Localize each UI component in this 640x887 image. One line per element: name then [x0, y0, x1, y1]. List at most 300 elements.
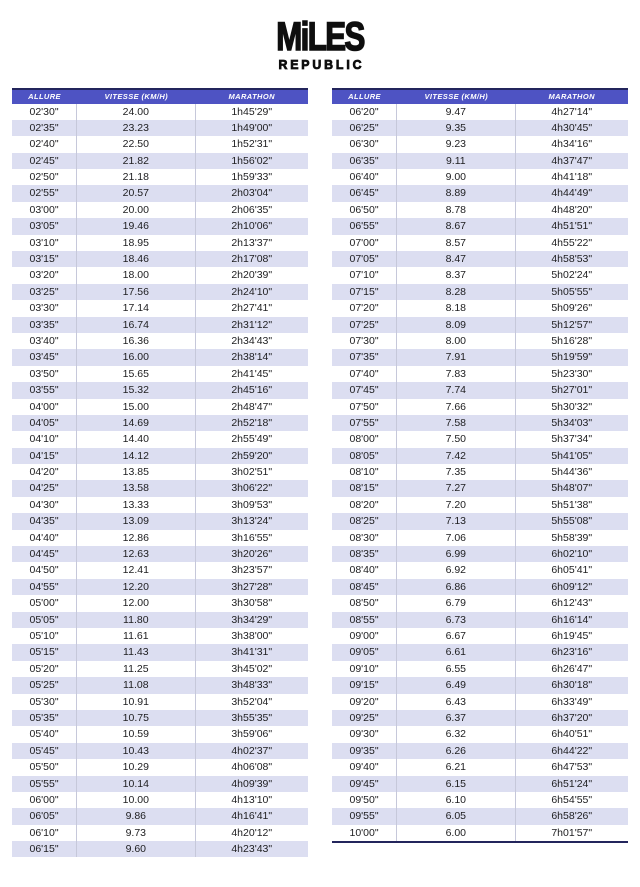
pace-table-right — [332, 88, 628, 843]
table-row — [332, 349, 628, 365]
pace-cell: 03'45" — [12, 349, 77, 365]
speed-cell: 6.37 — [397, 710, 515, 726]
marathon-cell: 4h41'18" — [551, 171, 593, 184]
speed-cell: 7.58 — [397, 415, 515, 431]
table-row — [332, 185, 628, 201]
table-row — [332, 628, 628, 644]
marathon-cell: 2h38'14" — [231, 351, 273, 364]
marathon-cell: 2h24'10" — [231, 285, 273, 298]
pace-cell: 08'15" — [332, 480, 397, 496]
marathon-cell: 3h38'00" — [231, 630, 273, 642]
table-row — [12, 710, 308, 726]
column-header: ALLURE — [348, 92, 381, 101]
table-row — [12, 382, 308, 398]
table-row — [332, 825, 628, 841]
speed-cell: 16.74 — [77, 317, 195, 333]
table-row — [12, 661, 308, 677]
marathon-cell: 6h12'43" — [551, 597, 593, 610]
speed-cell: 10.59 — [77, 726, 195, 742]
marathon-cell: 4h58'53" — [551, 253, 593, 266]
table-row — [12, 841, 308, 857]
pace-cell: 07'50" — [332, 399, 397, 415]
pace-cell: 02'35" — [12, 120, 77, 136]
marathon-cell: 3h06'22" — [231, 482, 273, 495]
brand-logo — [0, 0, 640, 72]
table-row — [332, 431, 628, 447]
speed-cell: 6.15 — [397, 776, 515, 792]
marathon-cell: 5h55'08" — [551, 515, 593, 528]
speed-cell: 12.20 — [77, 579, 195, 595]
table-row — [12, 317, 308, 333]
pace-cell: 08'35" — [332, 546, 397, 562]
table-row — [12, 235, 308, 251]
marathon-cell: 6h37'20" — [551, 711, 593, 724]
speed-cell: 10.43 — [77, 743, 195, 759]
table-row — [12, 120, 308, 136]
table-row — [12, 300, 308, 316]
marathon-cell: 3h20'26" — [231, 548, 273, 561]
marathon-cell: 1h59'33" — [231, 171, 273, 184]
marathon-cell: 4h44'49" — [551, 187, 593, 200]
speed-cell: 7.66 — [397, 399, 515, 415]
pace-cell: 06'05" — [12, 808, 77, 824]
table-row — [332, 546, 628, 562]
pace-cell: 05'15" — [12, 644, 77, 660]
pace-cell: 04'30" — [12, 497, 77, 513]
table-row — [12, 415, 308, 431]
pace-cell: 06'50" — [332, 202, 397, 218]
speed-cell: 18.46 — [77, 251, 195, 267]
table-row — [332, 284, 628, 300]
table-row — [12, 464, 308, 480]
speed-cell: 6.99 — [397, 546, 515, 562]
speed-cell: 9.11 — [397, 153, 515, 169]
marathon-cell: 4h55'22" — [551, 236, 593, 249]
speed-cell: 7.83 — [397, 366, 515, 382]
pace-cell: 08'30" — [332, 530, 397, 546]
marathon-cell: 5h23'30" — [551, 367, 593, 380]
table-row — [332, 464, 628, 480]
table-row — [332, 169, 628, 185]
marathon-cell: 2h03'04" — [231, 187, 273, 200]
table-row — [12, 743, 308, 759]
table-row — [12, 628, 308, 644]
speed-cell: 9.00 — [397, 169, 515, 185]
speed-cell: 9.47 — [397, 104, 515, 120]
table-row — [12, 677, 308, 693]
table-row — [12, 267, 308, 283]
pace-cell: 05'00" — [12, 595, 77, 611]
table-row — [12, 726, 308, 742]
marathon-cell: 3h55'35" — [231, 711, 273, 724]
pace-cell: 07'55" — [332, 415, 397, 431]
table-row — [12, 366, 308, 382]
speed-cell: 9.86 — [77, 808, 195, 824]
pace-cell: 03'40" — [12, 333, 77, 349]
table-row — [332, 579, 628, 595]
pace-cell: 04'15" — [12, 448, 77, 464]
marathon-cell: 4h13'10" — [231, 793, 273, 806]
marathon-cell: 6h05'41" — [551, 564, 593, 577]
table-row — [12, 349, 308, 365]
pace-cell: 06'15" — [12, 841, 77, 857]
marathon-cell: 3h34'29" — [231, 613, 273, 626]
marathon-cell: 7h01'57" — [551, 826, 593, 839]
column-header: MARATHON — [228, 92, 275, 101]
pace-cell: 07'10" — [332, 267, 397, 283]
pace-cell: 06'00" — [12, 792, 77, 808]
speed-cell: 9.60 — [77, 841, 195, 857]
speed-cell: 17.56 — [77, 284, 195, 300]
pace-cell: 02'55" — [12, 185, 77, 201]
speed-cell: 13.58 — [77, 480, 195, 496]
speed-cell: 10.14 — [77, 776, 195, 792]
speed-cell: 8.00 — [397, 333, 515, 349]
marathon-cell: 6h26'47" — [551, 662, 593, 675]
marathon-cell: 5h37'34" — [551, 433, 593, 446]
pace-cell: 09'50" — [332, 792, 397, 808]
speed-cell: 6.32 — [397, 726, 515, 742]
table-row — [332, 644, 628, 660]
pace-cell: 03'55" — [12, 382, 77, 398]
speed-cell: 10.75 — [77, 710, 195, 726]
marathon-cell: 4h37'47" — [551, 154, 593, 167]
table-row — [332, 759, 628, 775]
speed-cell: 6.43 — [397, 694, 515, 710]
speed-cell: 6.55 — [397, 661, 515, 677]
pace-cell: 05'25" — [12, 677, 77, 693]
pace-cell: 06'10" — [12, 825, 77, 841]
marathon-cell: 5h02'24" — [551, 269, 593, 282]
marathon-cell: 6h30'18" — [551, 679, 593, 692]
speed-cell: 8.47 — [397, 251, 515, 267]
table-row — [332, 317, 628, 333]
speed-cell: 20.57 — [77, 185, 195, 201]
speed-cell: 23.23 — [77, 120, 195, 136]
speed-cell: 13.85 — [77, 464, 195, 480]
speed-cell: 17.14 — [77, 300, 195, 316]
pace-cell: 07'45" — [332, 382, 397, 398]
speed-cell: 6.49 — [397, 677, 515, 693]
speed-cell: 7.42 — [397, 448, 515, 464]
pace-cell: 03'30" — [12, 300, 77, 316]
table-row — [332, 726, 628, 742]
pace-cell: 02'40" — [12, 136, 77, 152]
table-row — [332, 776, 628, 792]
marathon-cell: 3h27'28" — [231, 580, 273, 593]
pace-cell: 04'40" — [12, 530, 77, 546]
speed-cell: 7.20 — [397, 497, 515, 513]
marathon-cell: 2h45'16" — [231, 384, 273, 397]
speed-cell: 7.06 — [397, 530, 515, 546]
pace-cell: 05'55" — [12, 776, 77, 792]
marathon-cell: 2h41'45" — [231, 367, 273, 380]
marathon-cell: 6h40'51" — [551, 728, 593, 741]
marathon-cell: 6h09'12" — [551, 580, 593, 593]
marathon-cell: 4h51'51" — [551, 220, 593, 233]
marathon-cell: 2h52'18" — [231, 416, 273, 429]
pace-cell: 08'20" — [332, 497, 397, 513]
column-header: VITESSE (KM/H) — [104, 92, 169, 101]
table-row — [332, 710, 628, 726]
table-row — [332, 120, 628, 136]
pace-cell: 04'10" — [12, 431, 77, 447]
pace-cell: 07'15" — [332, 284, 397, 300]
table-row — [332, 267, 628, 283]
pace-cell: 08'00" — [332, 431, 397, 447]
table-row — [12, 579, 308, 595]
speed-cell: 18.95 — [77, 235, 195, 251]
speed-cell: 24.00 — [77, 104, 195, 120]
marathon-cell: 4h09'39" — [231, 777, 273, 790]
marathon-cell: 2h48'47" — [231, 400, 273, 413]
pace-cell: 06'40" — [332, 169, 397, 185]
marathon-cell: 3h30'58" — [231, 597, 273, 610]
table-row — [332, 480, 628, 496]
speed-cell: 6.26 — [397, 743, 515, 759]
table-row — [12, 595, 308, 611]
marathon-cell: 5h09'26" — [551, 302, 593, 315]
pace-cell: 08'50" — [332, 595, 397, 611]
marathon-cell: 6h54'55" — [551, 793, 593, 806]
table-row — [332, 153, 628, 169]
table-row — [332, 530, 628, 546]
speed-cell: 21.18 — [77, 169, 195, 185]
speed-cell: 15.65 — [77, 366, 195, 382]
marathon-cell: 6h23'16" — [551, 646, 593, 659]
speed-cell: 6.05 — [397, 808, 515, 824]
marathon-cell: 3h48'33" — [231, 679, 273, 692]
table-row — [12, 644, 308, 660]
pace-cell: 09'00" — [332, 628, 397, 644]
table-row — [12, 562, 308, 578]
marathon-cell: 6h33'49" — [551, 695, 593, 708]
pace-cell: 03'15" — [12, 251, 77, 267]
table-row — [12, 776, 308, 792]
table-row — [12, 431, 308, 447]
column-header: VITESSE (KM/H) — [424, 92, 489, 101]
table-row — [332, 235, 628, 251]
column-header: ALLURE — [28, 92, 61, 101]
table-row — [332, 677, 628, 693]
table-row — [12, 399, 308, 415]
speed-cell: 6.10 — [397, 792, 515, 808]
pace-cell: 05'10" — [12, 628, 77, 644]
speed-cell: 6.92 — [397, 562, 515, 578]
pace-cell: 09'15" — [332, 677, 397, 693]
marathon-cell: 5h34'03" — [551, 416, 593, 429]
table-row — [12, 546, 308, 562]
table-row — [332, 661, 628, 677]
pace-cell: 03'25" — [12, 284, 77, 300]
marathon-cell: 3h45'02" — [231, 662, 273, 675]
pace-cell: 09'55" — [332, 808, 397, 824]
pace-tables — [12, 88, 628, 857]
pace-cell: 05'40" — [12, 726, 77, 742]
speed-cell: 8.89 — [397, 185, 515, 201]
speed-cell: 7.13 — [397, 513, 515, 529]
table-header-row — [12, 88, 308, 104]
marathon-cell: 3h09'53" — [231, 498, 273, 511]
marathon-cell: 5h19'59" — [551, 351, 593, 364]
table-row — [12, 185, 308, 201]
pace-cell: 06'30" — [332, 136, 397, 152]
speed-cell: 22.50 — [77, 136, 195, 152]
speed-cell: 18.00 — [77, 267, 195, 283]
table-row — [332, 448, 628, 464]
table-row — [332, 808, 628, 824]
speed-cell: 11.61 — [77, 628, 195, 644]
table-row — [332, 300, 628, 316]
speed-cell: 10.00 — [77, 792, 195, 808]
marathon-cell: 4h48'20" — [551, 203, 593, 216]
pace-cell: 07'25" — [332, 317, 397, 333]
marathon-cell: 4h23'43" — [231, 843, 273, 856]
marathon-cell: 4h30'45" — [551, 121, 593, 134]
pace-cell: 04'45" — [12, 546, 77, 562]
table-row — [12, 513, 308, 529]
table-row — [12, 825, 308, 841]
table-row — [332, 743, 628, 759]
speed-cell: 8.37 — [397, 267, 515, 283]
speed-cell: 15.00 — [77, 399, 195, 415]
marathon-cell: 5h44'36" — [551, 466, 593, 479]
pace-cell: 02'50" — [12, 169, 77, 185]
speed-cell: 12.63 — [77, 546, 195, 562]
column-header: MARATHON — [548, 92, 595, 101]
speed-cell: 8.28 — [397, 284, 515, 300]
pace-cell: 04'55" — [12, 579, 77, 595]
pace-cell: 04'00" — [12, 399, 77, 415]
marathon-cell: 4h34'16" — [551, 138, 593, 151]
marathon-cell: 2h59'20" — [231, 449, 273, 462]
table-row — [332, 562, 628, 578]
speed-cell: 7.35 — [397, 464, 515, 480]
table-row — [332, 595, 628, 611]
speed-cell: 13.09 — [77, 513, 195, 529]
pace-cell: 06'20" — [332, 104, 397, 120]
speed-cell: 7.91 — [397, 349, 515, 365]
speed-cell: 11.80 — [77, 612, 195, 628]
pace-cell: 04'50" — [12, 562, 77, 578]
pace-cell: 05'30" — [12, 694, 77, 710]
marathon-cell: 3h02'51" — [231, 466, 273, 479]
pace-cell: 03'35" — [12, 317, 77, 333]
speed-cell: 7.74 — [397, 382, 515, 398]
pace-cell: 03'50" — [12, 366, 77, 382]
table-row — [12, 612, 308, 628]
table-row — [332, 694, 628, 710]
speed-cell: 7.27 — [397, 480, 515, 496]
marathon-cell: 6h16'14" — [551, 613, 593, 626]
marathon-cell: 3h13'24" — [231, 515, 273, 528]
table-row — [12, 169, 308, 185]
pace-cell: 09'20" — [332, 694, 397, 710]
marathon-cell: 2h34'43" — [231, 334, 273, 347]
pace-cell: 08'45" — [332, 579, 397, 595]
marathon-cell: 4h16'41" — [231, 810, 273, 823]
table-row — [332, 382, 628, 398]
table-row — [12, 808, 308, 824]
table-row — [12, 792, 308, 808]
table-row — [12, 251, 308, 267]
table-row — [332, 366, 628, 382]
table-row — [332, 104, 628, 120]
speed-cell: 9.35 — [397, 120, 515, 136]
marathon-cell: 2h06'35" — [231, 203, 273, 216]
speed-cell: 6.67 — [397, 628, 515, 644]
marathon-cell: 1h56'02" — [231, 154, 273, 167]
table-row — [12, 202, 308, 218]
table-row — [12, 759, 308, 775]
marathon-cell: 3h16'55" — [231, 531, 273, 544]
speed-cell: 14.40 — [77, 431, 195, 447]
marathon-cell: 6h58'26" — [551, 810, 593, 823]
table-row — [332, 415, 628, 431]
table-row — [332, 497, 628, 513]
pace-cell: 07'30" — [332, 333, 397, 349]
pace-cell: 03'10" — [12, 235, 77, 251]
speed-cell: 20.00 — [77, 202, 195, 218]
pace-cell: 06'25" — [332, 120, 397, 136]
pace-cell: 05'05" — [12, 612, 77, 628]
pace-cell: 06'45" — [332, 185, 397, 201]
marathon-cell: 5h58'39" — [551, 531, 593, 544]
marathon-cell: 6h47'53" — [551, 761, 593, 774]
pace-cell: 05'20" — [12, 661, 77, 677]
pace-cell: 02'45" — [12, 153, 77, 169]
pace-cell: 09'10" — [332, 661, 397, 677]
speed-cell: 6.21 — [397, 759, 515, 775]
speed-cell: 9.23 — [397, 136, 515, 152]
pace-cell: 03'05" — [12, 218, 77, 234]
marathon-cell: 4h20'12" — [231, 826, 273, 839]
marathon-cell: 2h17'08" — [231, 253, 273, 266]
table-row — [12, 694, 308, 710]
speed-cell: 12.00 — [77, 595, 195, 611]
speed-cell: 14.12 — [77, 448, 195, 464]
pace-cell: 07'05" — [332, 251, 397, 267]
marathon-cell: 2h55'49" — [231, 433, 273, 446]
speed-cell: 19.46 — [77, 218, 195, 234]
marathon-cell: 1h52'31" — [231, 138, 273, 151]
pace-cell: 04'35" — [12, 513, 77, 529]
pace-cell: 03'00" — [12, 202, 77, 218]
marathon-cell: 5h16'28" — [551, 334, 593, 347]
speed-cell: 10.29 — [77, 759, 195, 775]
table-row — [12, 218, 308, 234]
marathon-cell: 3h52'04" — [231, 695, 273, 708]
table-row — [12, 497, 308, 513]
speed-cell: 6.86 — [397, 579, 515, 595]
marathon-cell: 2h27'41" — [231, 302, 273, 315]
marathon-cell: 6h19'45" — [551, 630, 593, 642]
table-row — [12, 153, 308, 169]
pace-cell: 06'55" — [332, 218, 397, 234]
table-row — [12, 530, 308, 546]
table-row — [332, 333, 628, 349]
marathon-cell: 6h51'24" — [551, 777, 593, 790]
pace-table-left — [12, 88, 308, 857]
speed-cell: 6.61 — [397, 644, 515, 660]
pace-cell: 09'25" — [332, 710, 397, 726]
speed-cell: 7.50 — [397, 431, 515, 447]
pace-cell: 09'45" — [332, 776, 397, 792]
marathon-cell: 2h20'39" — [231, 269, 273, 282]
pace-cell: 05'50" — [12, 759, 77, 775]
pace-cell: 06'35" — [332, 153, 397, 169]
table-row — [332, 251, 628, 267]
